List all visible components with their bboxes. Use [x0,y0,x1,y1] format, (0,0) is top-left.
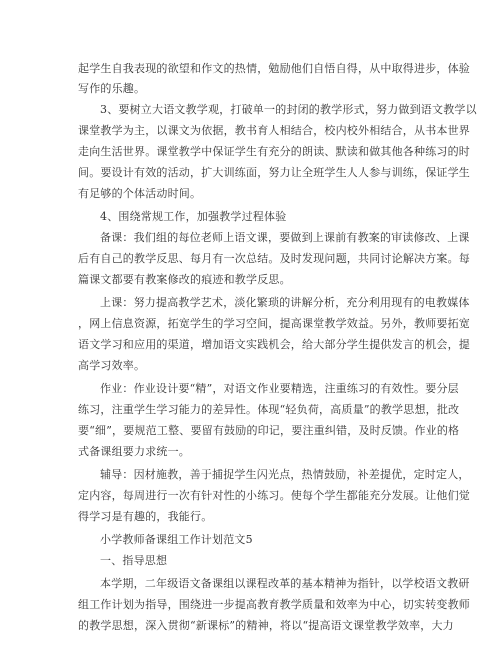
paragraph-line: 写作的乐趣。 [78,82,146,95]
paragraph-line: 高学习效率。 [78,359,146,372]
paragraph-line: 备课：我们组的每位老师上语文课，要做到上课前有教案的审读修改、上课 [100,231,470,244]
paragraph-line: 式备课组要力求统一。 [78,445,190,458]
paragraph-line: 篇课文都要有教案修改的痕迹和教学反思。 [78,273,291,286]
paragraph-line: 后有自己的教学反思、每月有一次总结。及时发现问题，共同讨论解决方案。每 [78,252,470,265]
paragraph-line: 得学习是有趣的，我能行。 [78,510,213,523]
paragraph-line: 上课：努力提高教学艺术，淡化繁琐的讲解分析，充分利用现有的电教媒体 [100,296,470,309]
paragraph-line: 一、指导思想 [100,554,168,567]
paragraph-line: 定内容，每周进行一次有针对性的小练习。使每个学生都能充分发展。让他们觉 [78,489,470,502]
paragraph-line: 本学期，二年级语文备课组以课程改革的基本精神为指针，以学校语文教研 [100,577,470,590]
paragraph-line: 作业：作业设计要“精”，对语文作业要精选，注重练习的有效性。要分层 [100,382,459,395]
paragraph-line: 语文学习和应用的渠道，增加语文实践机会，给大部分学生提供发言的机会，提 [78,338,470,351]
paragraph-line: 组工作计划为指导，围绕进一步提高教育教学质量和效率为中心，切实转变教师 [78,598,470,611]
paragraph-line: 走向生活世界。课堂教学中保证学生有充分的朗读、默读和做其他各种练习的时 [78,145,470,158]
paragraph-line: 练习，注重学生学习能力的差异性。体现“轻负荷，高质量”的教学思想，批改 [78,403,460,416]
paragraph-line: 课堂教学为主，以课文为依据，教书育人相结合，校内校外相结合，从书本世界 [78,124,470,137]
paragraph-line: 3、要树立大语文教学观，打破单一的封闭的教学形式，努力做到语文教学以 [100,103,477,116]
paragraph-line: 要“细”，要规范工整、要留有鼓励的印记，要注重纠错，及时反馈。作业的格 [78,424,460,437]
paragraph-line: 小学教师备课组工作计划范文5 [100,533,253,546]
paragraph-line: 间。要设计有效的活动，扩大训练面，努力让全班学生人人参与训练，保证学生 [78,166,470,179]
paragraph-line: ，网上信息资源，拓宽学生的学习空间，提高课堂教学效益。另外，教师要拓宽 [78,317,470,330]
paragraph-line: 4、围绕常规工作，加强教学过程体验 [100,210,287,223]
paragraph-line: 辅导：因材施教，善于捕捉学生闪光点，热情鼓励，补差提优，定时定人， [100,468,470,481]
paragraph-line: 有足够的个体活动时间。 [78,187,202,200]
paragraph-line: 起学生自我表现的欲望和作文的热情，勉励他们自悟自得，从中取得进步，体验 [78,62,470,75]
paragraph-line: 的教学思想，深入贯彻“新课标”的精神，将以“提高语文课堂教学效率，大力 [78,619,454,632]
